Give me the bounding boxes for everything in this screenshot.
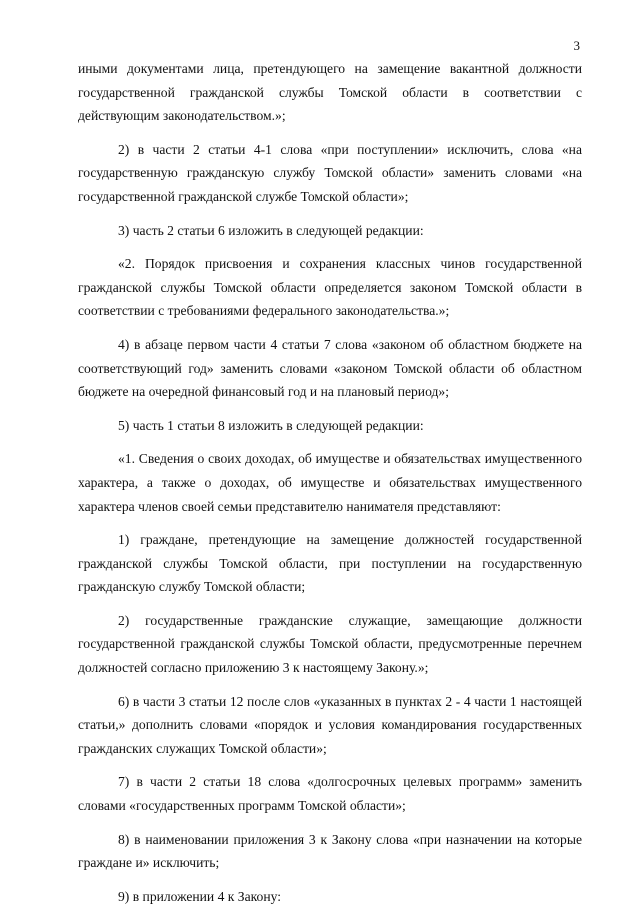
paragraph-quote-classes: «2. Порядок присвоения и сохранения классных чинов государственной гражданской службы Томской области определяется законом Томской области в соответствии с требованиями федерального законодательства.»; [78, 256, 582, 319]
paragraph-item-7: 7) в части 2 статьи 18 слова «долгосрочных целевых программ» заменить словами «государственных программ Томской области»; [78, 774, 582, 814]
paragraph-item-9: 9) в приложении 4 к Закону: [118, 888, 282, 904]
paragraph-item-6: 6) в части 3 статьи 12 после слов «указанных в пунктах 2 - 4 части 1 настоящей статьи,» дополнить словами «порядок и условия командирования государственных гражданских служащих Томской области»; [78, 693, 582, 756]
paragraph-quote-income: «1. Сведения о своих доходах, об имуществе и обязательствах имущественного характера, а также о доходах, об имуществе и обязательствах имущественного характера членов своей семьи представителю нанимателя представляют: [78, 451, 582, 514]
paragraph-item-4: 4) в абзаце первом части 4 статьи 7 слова «законом об областном бюджете на соответствующий год» заменить словами «законом Томской области об областном бюджете на очередной финансовый год и на плановый период»; [78, 336, 582, 400]
paragraph-continuation: иными документами лица, претендующего на замещение вакантной должности государственной гражданской службы Томской области в соответствии с действующим законодательством.»; [78, 61, 582, 124]
document-body [78, 57, 582, 918]
paragraph-item-2: 2) в части 2 статьи 4-1 слова «при поступлении» исключить, слова «на государственную гражданскую службу Томской области» заменить словами «на государственной гражданской службе Томской области»; [78, 141, 582, 204]
paragraph-item-3: 3) часть 2 статьи 6 изложить в следующей редакции: [118, 222, 424, 238]
paragraph-item-8: 8) в наименовании приложения 3 к Закону слова «при назначении на которые граждане и» исключить; [78, 831, 582, 871]
page-number: 3 [573, 38, 580, 53]
paragraph-subitem-1: 1) граждане, претендующие на замещение должностей государственной гражданской службы Томской области, при поступлении на государственную гражданскую службу Томской области; [78, 532, 582, 595]
paragraph-item-5: 5) часть 1 статьи 8 изложить в следующей редакции: [118, 417, 424, 433]
paragraph-subitem-2: 2) государственные гражданские служащие, замещающие должности государственной гражданской службы Томской области, предусмотренные перечнем должностей согласно приложению 3 к настоящему Закону.»; [78, 612, 582, 676]
